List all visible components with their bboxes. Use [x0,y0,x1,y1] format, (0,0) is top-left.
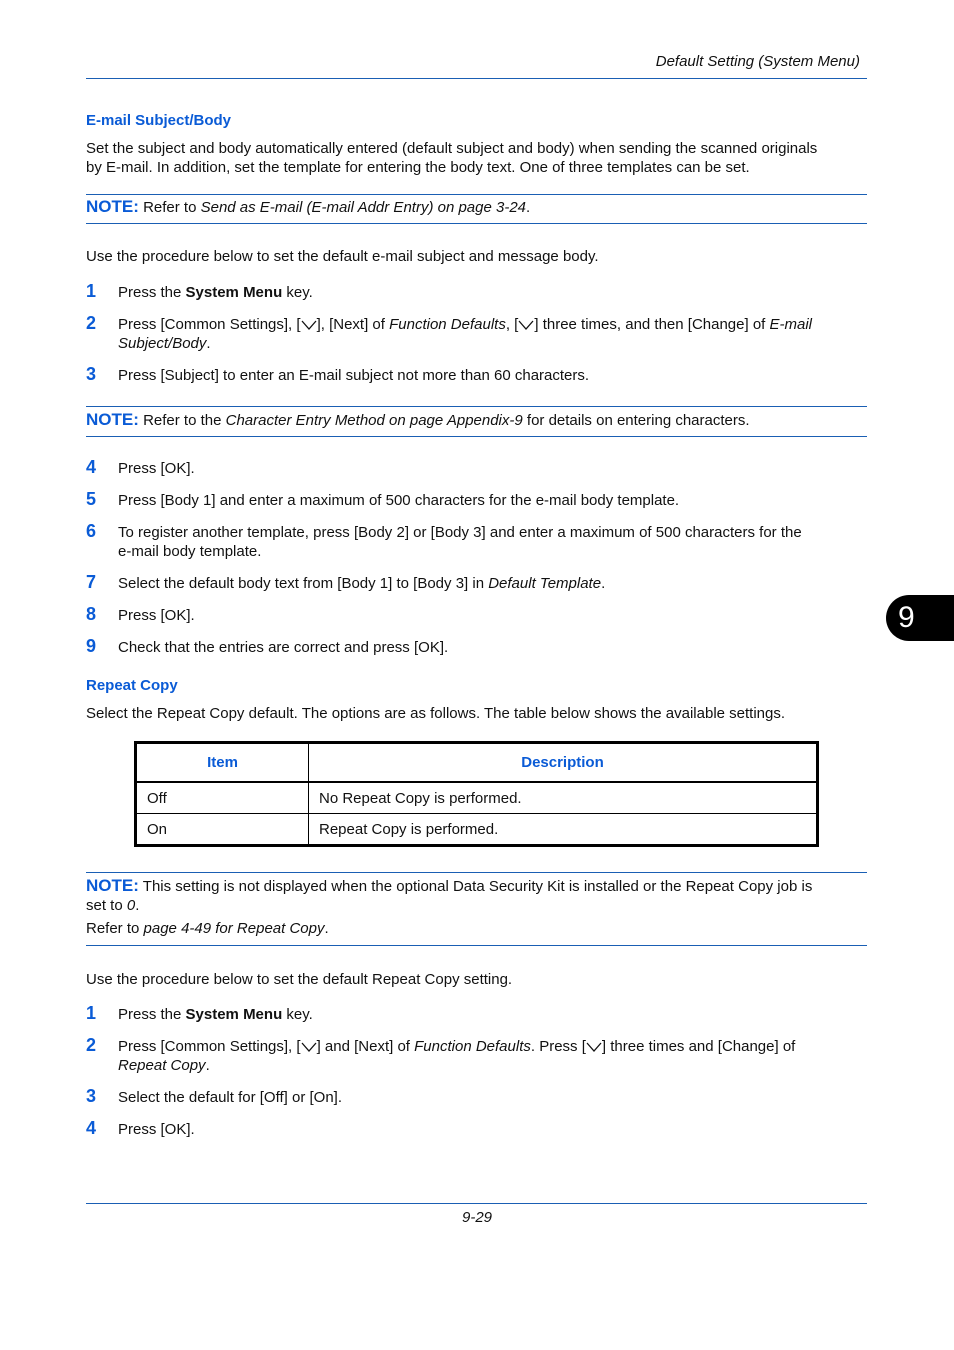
step-text [118,315,868,353]
menu-name: Function Defaults [389,316,506,333]
note2-bottom-rule [86,436,867,437]
step-text [118,283,868,302]
table-row [136,782,818,814]
note-label: NOTE: [86,876,139,895]
step-text: Select the default for [Off] or [On]. [118,1089,343,1106]
table-header-description: Description [309,743,818,783]
step-text [118,523,868,561]
note-text: This setting is not displayed when the optional Data Security Kit is installed or the Repeat Copy job is [138,878,813,895]
step-text-part: ] and [Next] of [316,1038,415,1055]
step-text-part: . [205,1057,210,1074]
table-header-item: Item [136,743,309,783]
menu-name: Function Defaults [414,1038,531,1055]
chevron-down-icon [301,1042,317,1052]
note3-top-rule [86,872,867,873]
note2 [86,410,867,430]
note-value: 0 [126,897,136,914]
note-text-end: . [526,199,531,216]
note-text-end: . [324,920,329,937]
step-number: 3 [86,364,97,384]
step-text-part: ] three times and [Change] of [601,1038,796,1055]
note-label: NOTE: [86,410,139,429]
chevron-down-icon [518,320,534,330]
email-intro [86,139,867,177]
section-heading-repeat-copy: Repeat Copy [86,677,178,694]
menu-name: Default Template [488,575,602,592]
note2-top-rule [86,406,867,407]
step-number: 2 [86,1035,97,1055]
step-number: 1 [86,281,97,301]
table-cell-description: No Repeat Copy is performed. [309,782,818,814]
settings-table [134,741,819,847]
email-intro-line1: Set the subject and body automatically entered (default subject and body) when sending the scanned originals [86,140,818,157]
note-label: NOTE: [86,197,139,216]
key-name: System Menu [185,1006,283,1023]
step-number: 8 [86,604,97,624]
step-text-part: ], [Next] of [316,316,390,333]
note-text: Refer to [143,199,201,216]
running-header: Default Setting (System Menu) [655,53,860,70]
email-intro-line2: by E-mail. In addition, set the template for entering the body text. One of three templates can be set. [86,159,750,176]
step-number: 4 [86,457,97,477]
chevron-down-icon [301,320,317,330]
step-text-part: key. [282,284,313,301]
step-text-part: Press the [118,284,186,301]
step-number: 6 [86,521,97,541]
note-text: set to [86,897,127,914]
step-number: 5 [86,489,97,509]
step-text-part: Press the [118,1006,186,1023]
table-cell-description: Repeat Copy is performed. [309,814,818,846]
note1-bottom-rule [86,223,867,224]
key-name: System Menu [185,284,283,301]
step-text-part: Press [Common Settings], [ [118,1038,301,1055]
step-text-part: . [206,335,211,352]
section-heading-email: E-mail Subject/Body [86,112,232,129]
step-text-part: Press [Common Settings], [ [118,316,301,333]
note1-top-rule [86,194,867,195]
repeat-intro: Select the Repeat Copy default. The options are as follows. The table below shows the available settings. [86,705,786,722]
step-number: 4 [86,1118,97,1138]
note-text: Refer to [86,920,144,937]
header-rule [86,78,867,79]
table-header-row [136,743,818,783]
table-cell-item: On [136,814,309,846]
step-text [118,574,868,593]
step-text-part: ] three times, and then [Change] of [534,316,770,333]
step-number: 9 [86,636,97,656]
step-text: Press [OK]. [118,1121,195,1138]
table-row [136,814,818,846]
step-text-part: Select the default body text from [Body 1] to [Body 3] in [118,575,489,592]
step-text-line: e-mail body template. [118,543,262,560]
repeat-procedure-intro: Use the procedure below to set the default Repeat Copy setting. [86,971,513,988]
menu-name: E-mail [769,316,813,333]
step-number: 7 [86,572,97,592]
step-text: Press [OK]. [118,607,195,624]
note3-bottom-rule [86,945,867,946]
step-text-part: . [601,575,606,592]
page-number: 9-29 [461,1209,493,1226]
menu-name: Subject/Body [118,335,207,352]
step-number: 3 [86,1086,97,1106]
table-cell-item: Off [136,782,309,814]
chevron-down-icon [586,1042,602,1052]
step-text: Press [Body 1] and enter a maximum of 500 characters for the e-mail body template. [118,492,680,509]
note3 [86,876,867,938]
note1 [86,197,867,217]
step-text: Press [Subject] to enter an E-mail subject not more than 60 characters. [118,367,590,384]
step-text: Press [OK]. [118,460,195,477]
chapter-tab: 9 [886,595,954,641]
note-text: Refer to the [143,412,226,429]
note-text-end: . [135,897,140,914]
step-text-part: . Press [ [530,1038,586,1055]
step-text-part: key. [282,1006,313,1023]
step-text-part: , [ [505,316,519,333]
step-text [118,1037,868,1075]
menu-name: Repeat Copy [118,1057,206,1074]
note-text-end: for details on entering characters. [522,412,750,429]
step-text: Check that the entries are correct and press [OK]. [118,639,449,656]
note-reference: Send as E-mail (E-mail Addr Entry) on page 3-24 [200,199,527,216]
note-reference: page 4-49 for Repeat Copy [143,920,325,937]
step-number: 1 [86,1003,97,1023]
footer-rule [86,1203,867,1204]
email-procedure-intro: Use the procedure below to set the default e-mail subject and message body. [86,248,599,265]
step-number: 2 [86,313,97,333]
step-text-line: To register another template, press [Body 2] or [Body 3] and enter a maximum of 500 characters for the [118,524,802,541]
step-text [118,1005,868,1024]
note-reference: Character Entry Method on page Appendix-9 [225,412,523,429]
